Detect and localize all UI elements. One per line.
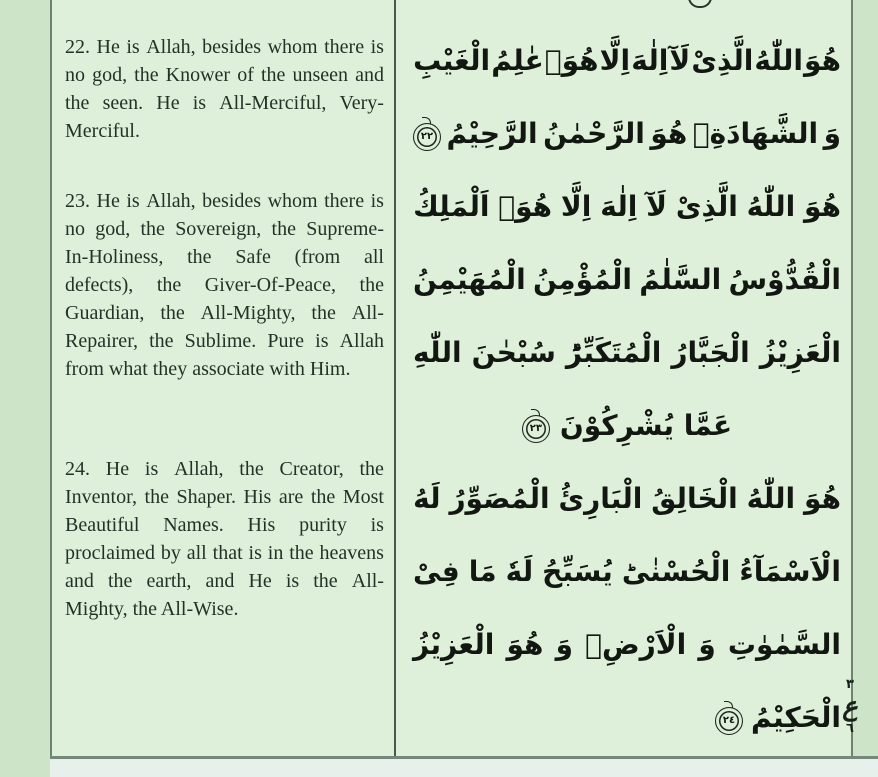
translation-line (65, 455, 384, 483)
word: الْاَسْمَآءُ (739, 555, 841, 588)
word: that (212, 542, 243, 564)
word: يُسَبِّحُ (542, 555, 613, 588)
text-run: Mighty, the All-Wise. (65, 598, 239, 620)
word: Sublime. (184, 330, 257, 352)
word: هُوَ (650, 117, 688, 150)
word: of (237, 64, 254, 86)
word: and (205, 570, 235, 592)
word: Knower (165, 64, 231, 86)
word: السَّمٰوٰتِ (727, 628, 841, 661)
word: He (105, 458, 130, 480)
translation-line (65, 511, 384, 539)
word: the (311, 302, 336, 324)
word: are (278, 486, 304, 508)
word: is (315, 330, 329, 352)
word: All- (351, 302, 384, 324)
word: the (239, 458, 264, 480)
word: مَا (468, 555, 497, 588)
arabic-text-column (397, 0, 853, 756)
word: unseen (292, 64, 348, 86)
arabic-line (413, 608, 841, 681)
arabic-line (413, 243, 841, 316)
word: the (65, 92, 90, 114)
word: the (359, 458, 384, 480)
word: الْمُؤْمِنُ (533, 263, 633, 296)
translation-line (65, 61, 384, 89)
word: وَ (823, 117, 841, 150)
arabic-line (413, 97, 841, 170)
word: اللّٰهُ (746, 190, 796, 223)
word: Beautiful (65, 514, 140, 536)
word: Allah, (146, 36, 196, 58)
translation-line (65, 567, 384, 595)
word: all (186, 542, 207, 564)
word: اِلَّا (599, 44, 631, 77)
word: Allah, (146, 190, 196, 212)
word: Inventor, (65, 486, 137, 508)
word: 23. (65, 190, 90, 212)
word: proclaimed (65, 542, 155, 564)
ruku-count-above: ٣ (846, 677, 854, 692)
word: لَهٗ (505, 555, 534, 588)
word: the (359, 274, 384, 296)
word: the (144, 486, 169, 508)
word: heavens (319, 542, 384, 564)
translation-line (65, 89, 384, 117)
word: لَآ (646, 190, 668, 223)
arabic-line (413, 462, 841, 535)
word: whom (267, 190, 318, 212)
word: اِلٰهَ (631, 44, 669, 77)
word: (from (294, 246, 341, 268)
verse-22-translation (65, 33, 384, 145)
word: 24. (65, 458, 90, 480)
word: whom (267, 36, 318, 58)
word: هُوَ (804, 44, 841, 77)
word: earth, (146, 570, 192, 592)
word: Giver-Of-Peace, (204, 274, 336, 296)
english-translation-column (52, 0, 394, 756)
word: الْخَالِقُ (651, 482, 738, 515)
word: All- (351, 570, 384, 592)
text-run: Merciful. (65, 120, 140, 142)
word: is (192, 92, 207, 114)
word: السَّلٰمُ (639, 263, 722, 296)
word: is (126, 190, 140, 212)
verse-number: ٢٤ (722, 714, 736, 726)
word: is (248, 542, 262, 564)
word: All-Mighty, (200, 302, 296, 324)
word: الْمُصَوِّرُ (449, 482, 550, 515)
word: الرَّحْمٰنُ (543, 117, 645, 150)
verse-23-translation (65, 187, 384, 383)
word: سُبْحٰنَ (471, 336, 556, 369)
ruku-count-below: ٦ (846, 721, 854, 736)
word: اللّٰهُ (754, 44, 803, 77)
word: besides (202, 190, 262, 212)
word: الْعَزِيْزُ (759, 336, 841, 369)
arabic-line (413, 389, 841, 462)
word: وَ (698, 628, 716, 661)
word: الْمُهَيْمِنُ (413, 263, 526, 296)
word: god, (95, 218, 131, 240)
word: Creator, (279, 458, 344, 480)
translation-line (65, 355, 384, 383)
word: الْاَرْضِۚ (585, 628, 687, 661)
word: the (271, 218, 296, 240)
arabic-line (413, 681, 841, 754)
word: فِىْ (413, 555, 460, 588)
word: اِلَّا (560, 190, 592, 223)
word: is (285, 570, 300, 592)
arabic-line (413, 316, 841, 389)
translation-line (65, 215, 384, 243)
translation-line (65, 483, 384, 511)
verse-end-ornament (522, 415, 550, 443)
text-run: from what they associate with Him. (65, 358, 351, 380)
word: اِلٰهَ (600, 190, 638, 223)
word: Most (342, 486, 384, 508)
word: the (310, 486, 336, 508)
word: الْقُدُّوْسُ (728, 263, 841, 296)
word: the (289, 542, 314, 564)
word: الرَّحِيْمُ (446, 117, 538, 150)
word: الْجَبَّارُ (671, 336, 750, 369)
word: defects), (65, 274, 134, 296)
verse-number: ٢٢ (420, 130, 434, 142)
text-run: الْحَكِيْمُ (751, 701, 841, 734)
word: Supreme- (306, 218, 384, 240)
word: Safe (235, 246, 271, 268)
word: الْغَيْبِ (413, 44, 491, 77)
word: هُوَ (804, 190, 841, 223)
word: Pure (267, 330, 305, 352)
word: the (149, 330, 174, 352)
word: 22. (65, 36, 90, 58)
word: the (187, 246, 212, 268)
word: هُوَ (506, 628, 544, 661)
word: the (160, 302, 185, 324)
word: لَآ (669, 44, 691, 77)
translation-line (65, 327, 384, 355)
word: is (370, 190, 384, 212)
word: He (96, 36, 120, 58)
verse-24-translation (65, 455, 384, 623)
word: Allah (339, 330, 384, 352)
verse-end-ornament (413, 123, 441, 151)
word: Guardian, (65, 302, 145, 324)
word: no (65, 64, 85, 86)
translation-line (65, 33, 384, 61)
translation-line (65, 595, 384, 623)
word: is (370, 36, 384, 58)
verse-number: ٢٣ (529, 422, 542, 434)
word: the (107, 570, 133, 592)
word: الَّذِىْ (691, 44, 754, 77)
arabic-line (413, 24, 841, 97)
word: His (247, 514, 276, 536)
translation-line (65, 187, 384, 215)
translation-line (65, 271, 384, 299)
word: the (134, 64, 159, 86)
word: الْبَارِئُ (558, 482, 643, 515)
word: there (324, 190, 365, 212)
word: He (96, 190, 120, 212)
word: besides (202, 36, 262, 58)
translation-line (65, 243, 384, 271)
word: is (144, 458, 159, 480)
column-divider-rule (394, 0, 396, 756)
word: He (248, 570, 272, 592)
word: اَلْمَلِكُ (413, 190, 490, 223)
word: عٰلِمُ (491, 44, 544, 77)
word: the (260, 64, 286, 86)
arabic-line (413, 170, 841, 243)
word: Sovereign, (175, 218, 262, 240)
word: هُوَۚ (544, 44, 599, 77)
word: Very- (339, 92, 384, 114)
word: is (126, 36, 140, 58)
verse-end-ornament (715, 707, 743, 735)
word: لَهُ (413, 482, 441, 515)
word: there (324, 36, 365, 58)
word: هُوَۚ (498, 190, 553, 223)
word: الْمُتَكَبِّرُؕ (565, 336, 662, 369)
word: الشَّهَادَةِۚ (692, 117, 819, 150)
word: All-Merciful, (219, 92, 327, 114)
word: the (140, 218, 165, 240)
arabic-line (413, 535, 841, 608)
word: Names. (163, 514, 224, 536)
word: purity (299, 514, 347, 536)
word: and (65, 570, 94, 592)
translation-line (65, 117, 384, 145)
word: Shaper. (176, 486, 236, 508)
word: the (313, 570, 338, 592)
word: is (370, 514, 384, 536)
word: god, (92, 64, 128, 86)
word: seen. (102, 92, 144, 114)
word: اللّٰهُ (746, 482, 796, 515)
text-run: عَمَّا يُشْرِكُوْنَ (559, 409, 733, 442)
word: الْحُسْنٰىؕ (621, 555, 731, 588)
word: الْعَزِيْزُ (413, 628, 495, 661)
word: هُوَ (804, 482, 841, 515)
word: His (243, 486, 272, 508)
word: no (65, 218, 85, 240)
word: by (160, 542, 181, 564)
ruku-marker (833, 678, 867, 736)
translation-line (65, 299, 384, 327)
translation-line (65, 539, 384, 567)
word: Allah, (174, 458, 224, 480)
word: all (363, 246, 384, 268)
word: and (355, 64, 384, 86)
word: in (267, 542, 284, 564)
word: the (156, 274, 182, 296)
ruku-ain-letter: ع (842, 692, 858, 722)
word: اللّٰهِ (413, 336, 462, 369)
word: وَ (555, 628, 573, 661)
word: Repairer, (65, 330, 139, 352)
word: He (156, 92, 180, 114)
word: In-Holiness, (65, 246, 164, 268)
word: الَّذِىْ (675, 190, 738, 223)
